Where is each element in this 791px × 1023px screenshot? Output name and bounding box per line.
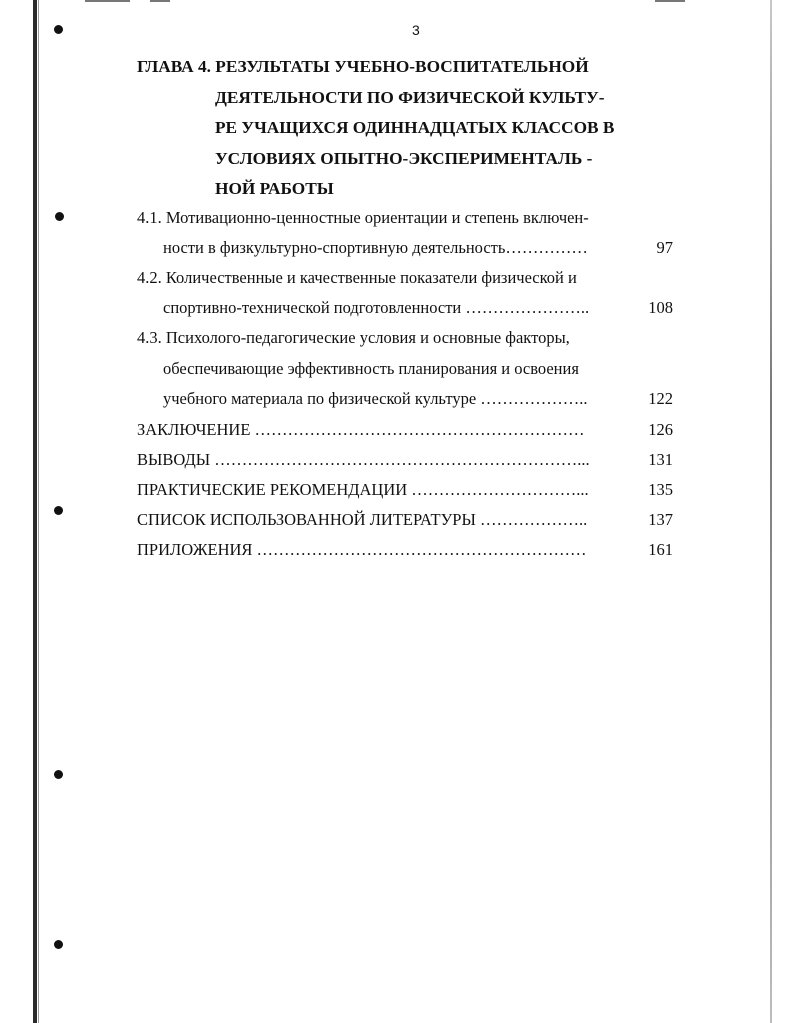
toc-entry-4-1-line2: ности в физкультурно-спортивную деятельность…………… (163, 238, 588, 257)
scan-edge-right (770, 0, 772, 1023)
toc-entry-findings: ВЫВОДЫ …………………………………………………………... (137, 450, 590, 469)
toc-entry-4-2-line1: 4.2. Количественные и качественные показатели физической и (137, 268, 577, 287)
toc-page-conclusion: 126 (648, 420, 673, 439)
toc-page-appendices: 161 (648, 540, 673, 559)
toc-entry-4-3-line1: 4.3. Психолого-педагогические условия и основные факторы, (137, 328, 570, 347)
binder-hole (54, 25, 63, 34)
toc-page-4-3: 122 (648, 389, 673, 408)
toc-page-references: 137 (648, 510, 673, 529)
chapter-title-line: ГЛАВА 4. РЕЗУЛЬТАТЫ УЧЕБНО-ВОСПИТАТЕЛЬНОЙ (137, 57, 589, 76)
toc-entry-appendices: ПРИЛОЖЕНИЯ …………………………………………………… (137, 540, 587, 559)
binder-hole (54, 506, 63, 515)
binder-hole (54, 770, 63, 779)
toc-entry-4-3-line3: учебного материала по физической культуре ……………….. (163, 389, 588, 408)
toc-page-recommendations: 135 (648, 480, 673, 499)
scan-top-mark (655, 0, 685, 2)
chapter-title-line: ДЕЯТЕЛЬНОСТИ ПО ФИЗИЧЕСКОЙ КУЛЬТУ- (215, 87, 605, 107)
toc-entry-recommendations: ПРАКТИЧЕСКИЕ РЕКОМЕНДАЦИИ …………………………... (137, 480, 589, 499)
toc-page-4-1: 97 (656, 238, 673, 257)
scan-edge-left (33, 0, 37, 1023)
chapter-title-line: НОЙ РАБОТЫ (215, 179, 334, 198)
scan-top-mark (150, 0, 170, 2)
toc-entry-4-3-line2: обеспечивающие эффективность планирования и освоения (163, 359, 579, 378)
toc-entry-conclusion: ЗАКЛЮЧЕНИЕ …………………………………………………… (137, 420, 585, 439)
chapter-title (137, 52, 637, 205)
toc-entry-references: СПИСОК ИСПОЛЬЗОВАННОЙ ЛИТЕРАТУРЫ ……………….. (137, 510, 588, 529)
binder-hole (54, 940, 63, 949)
toc-entry-4-2-line2: спортивно-технической подготовленности ………………….. (163, 298, 590, 317)
scan-edge-left-shadow (38, 0, 39, 1023)
chapter-title-line: РЕ УЧАЩИХСЯ ОДИННАДЦАТЫХ КЛАССОВ В (215, 118, 615, 137)
toc-page-findings: 131 (648, 450, 673, 469)
toc-entry-4-1-line1: 4.1. Мотивационно-ценностные ориентации и степень включен- (137, 208, 589, 227)
scan-top-mark (85, 0, 130, 2)
page-number: 3 (412, 22, 420, 38)
chapter-title-line: УСЛОВИЯХ ОПЫТНО-ЭКСПЕРИМЕНТАЛЬ - (215, 148, 593, 168)
toc-page-4-2: 108 (648, 298, 673, 317)
binder-hole (55, 212, 64, 221)
